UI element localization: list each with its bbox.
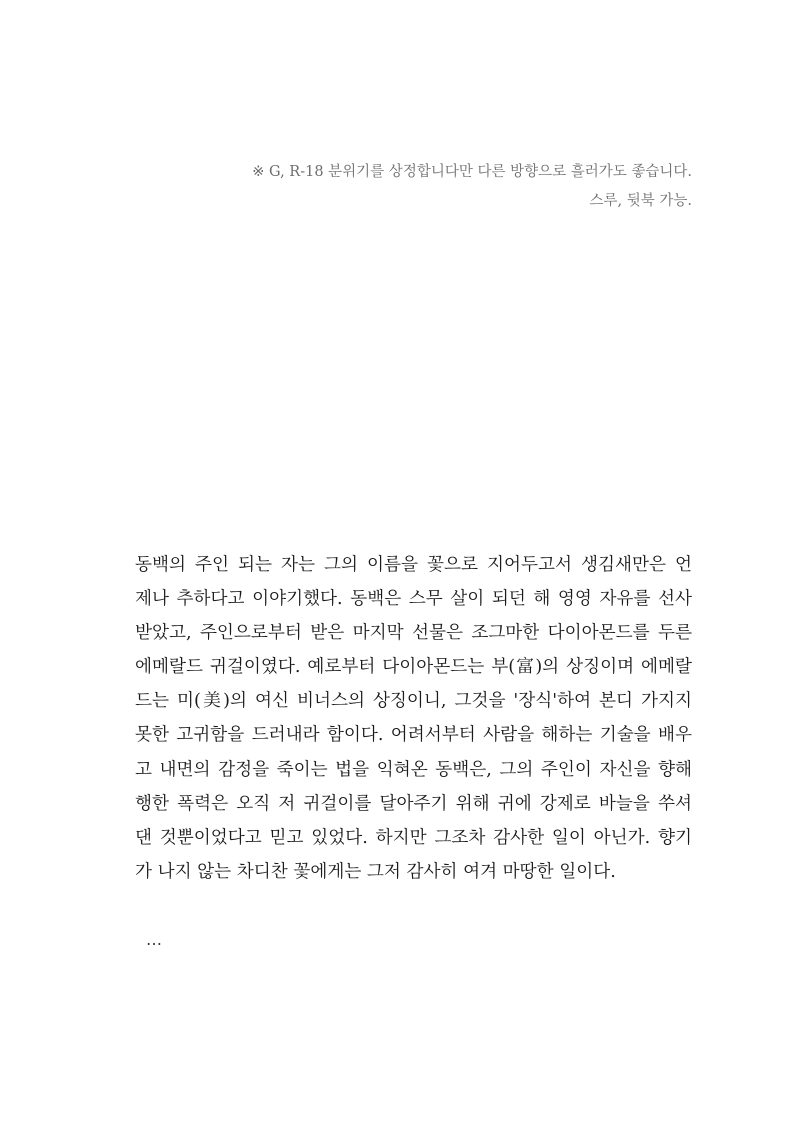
- author-note-line: ※ G, R-18 분위기를 상정합니다만 다른 방향으로 흘러가도 좋습니다.: [252, 164, 692, 180]
- paragraph-line: 댄 것뿐이었다고 믿고 있었다. 하지만 그조차 감사한 일이 아닌가. 향기: [135, 827, 692, 848]
- paragraph-line: 에메랄드 귀걸이였다. 예로부터 다이아몬드는 부(富)의 상징이며 에메랄: [135, 657, 692, 678]
- paragraph-line: 가 나지 않는 차디찬 꽃에게는 그저 감사히 여겨 마땅한 일이다.: [135, 861, 616, 882]
- author-note-line: 스루, 뒷북 가능.: [589, 193, 692, 209]
- continuation-ellipsis: …: [146, 930, 162, 949]
- paragraph-line: 받았고, 주인으로부터 받은 마지막 선물은 조그마한 다이아몬드를 두른: [135, 623, 692, 644]
- paragraph-line: 행한 폭력은 오직 저 귀걸이를 달아주기 위해 귀에 강제로 바늘을 쑤셔: [135, 793, 692, 814]
- paragraph-line: 드는 미(美)의 여신 비너스의 상징이니, 그것을 '장식'하여 본디 가지지: [135, 691, 692, 712]
- paragraph-line: 못한 고귀함을 드러내라 함이다. 어려서부터 사람을 해하는 기술을 배우: [135, 725, 692, 746]
- story-paragraph: [135, 548, 692, 889]
- paragraph-line: 동백의 주인 되는 자는 그의 이름을 꽃으로 지어두고서 생김새만은 언: [135, 555, 692, 575]
- paragraph-line: 제나 추하다고 이야기했다. 동백은 스무 살이 되던 해 영영 자유를 선사: [135, 589, 692, 610]
- paragraph-line: 고 내면의 감정을 죽이는 법을 익혀온 동백은, 그의 주인이 자신을 향해: [135, 759, 692, 780]
- author-note: [132, 158, 692, 216]
